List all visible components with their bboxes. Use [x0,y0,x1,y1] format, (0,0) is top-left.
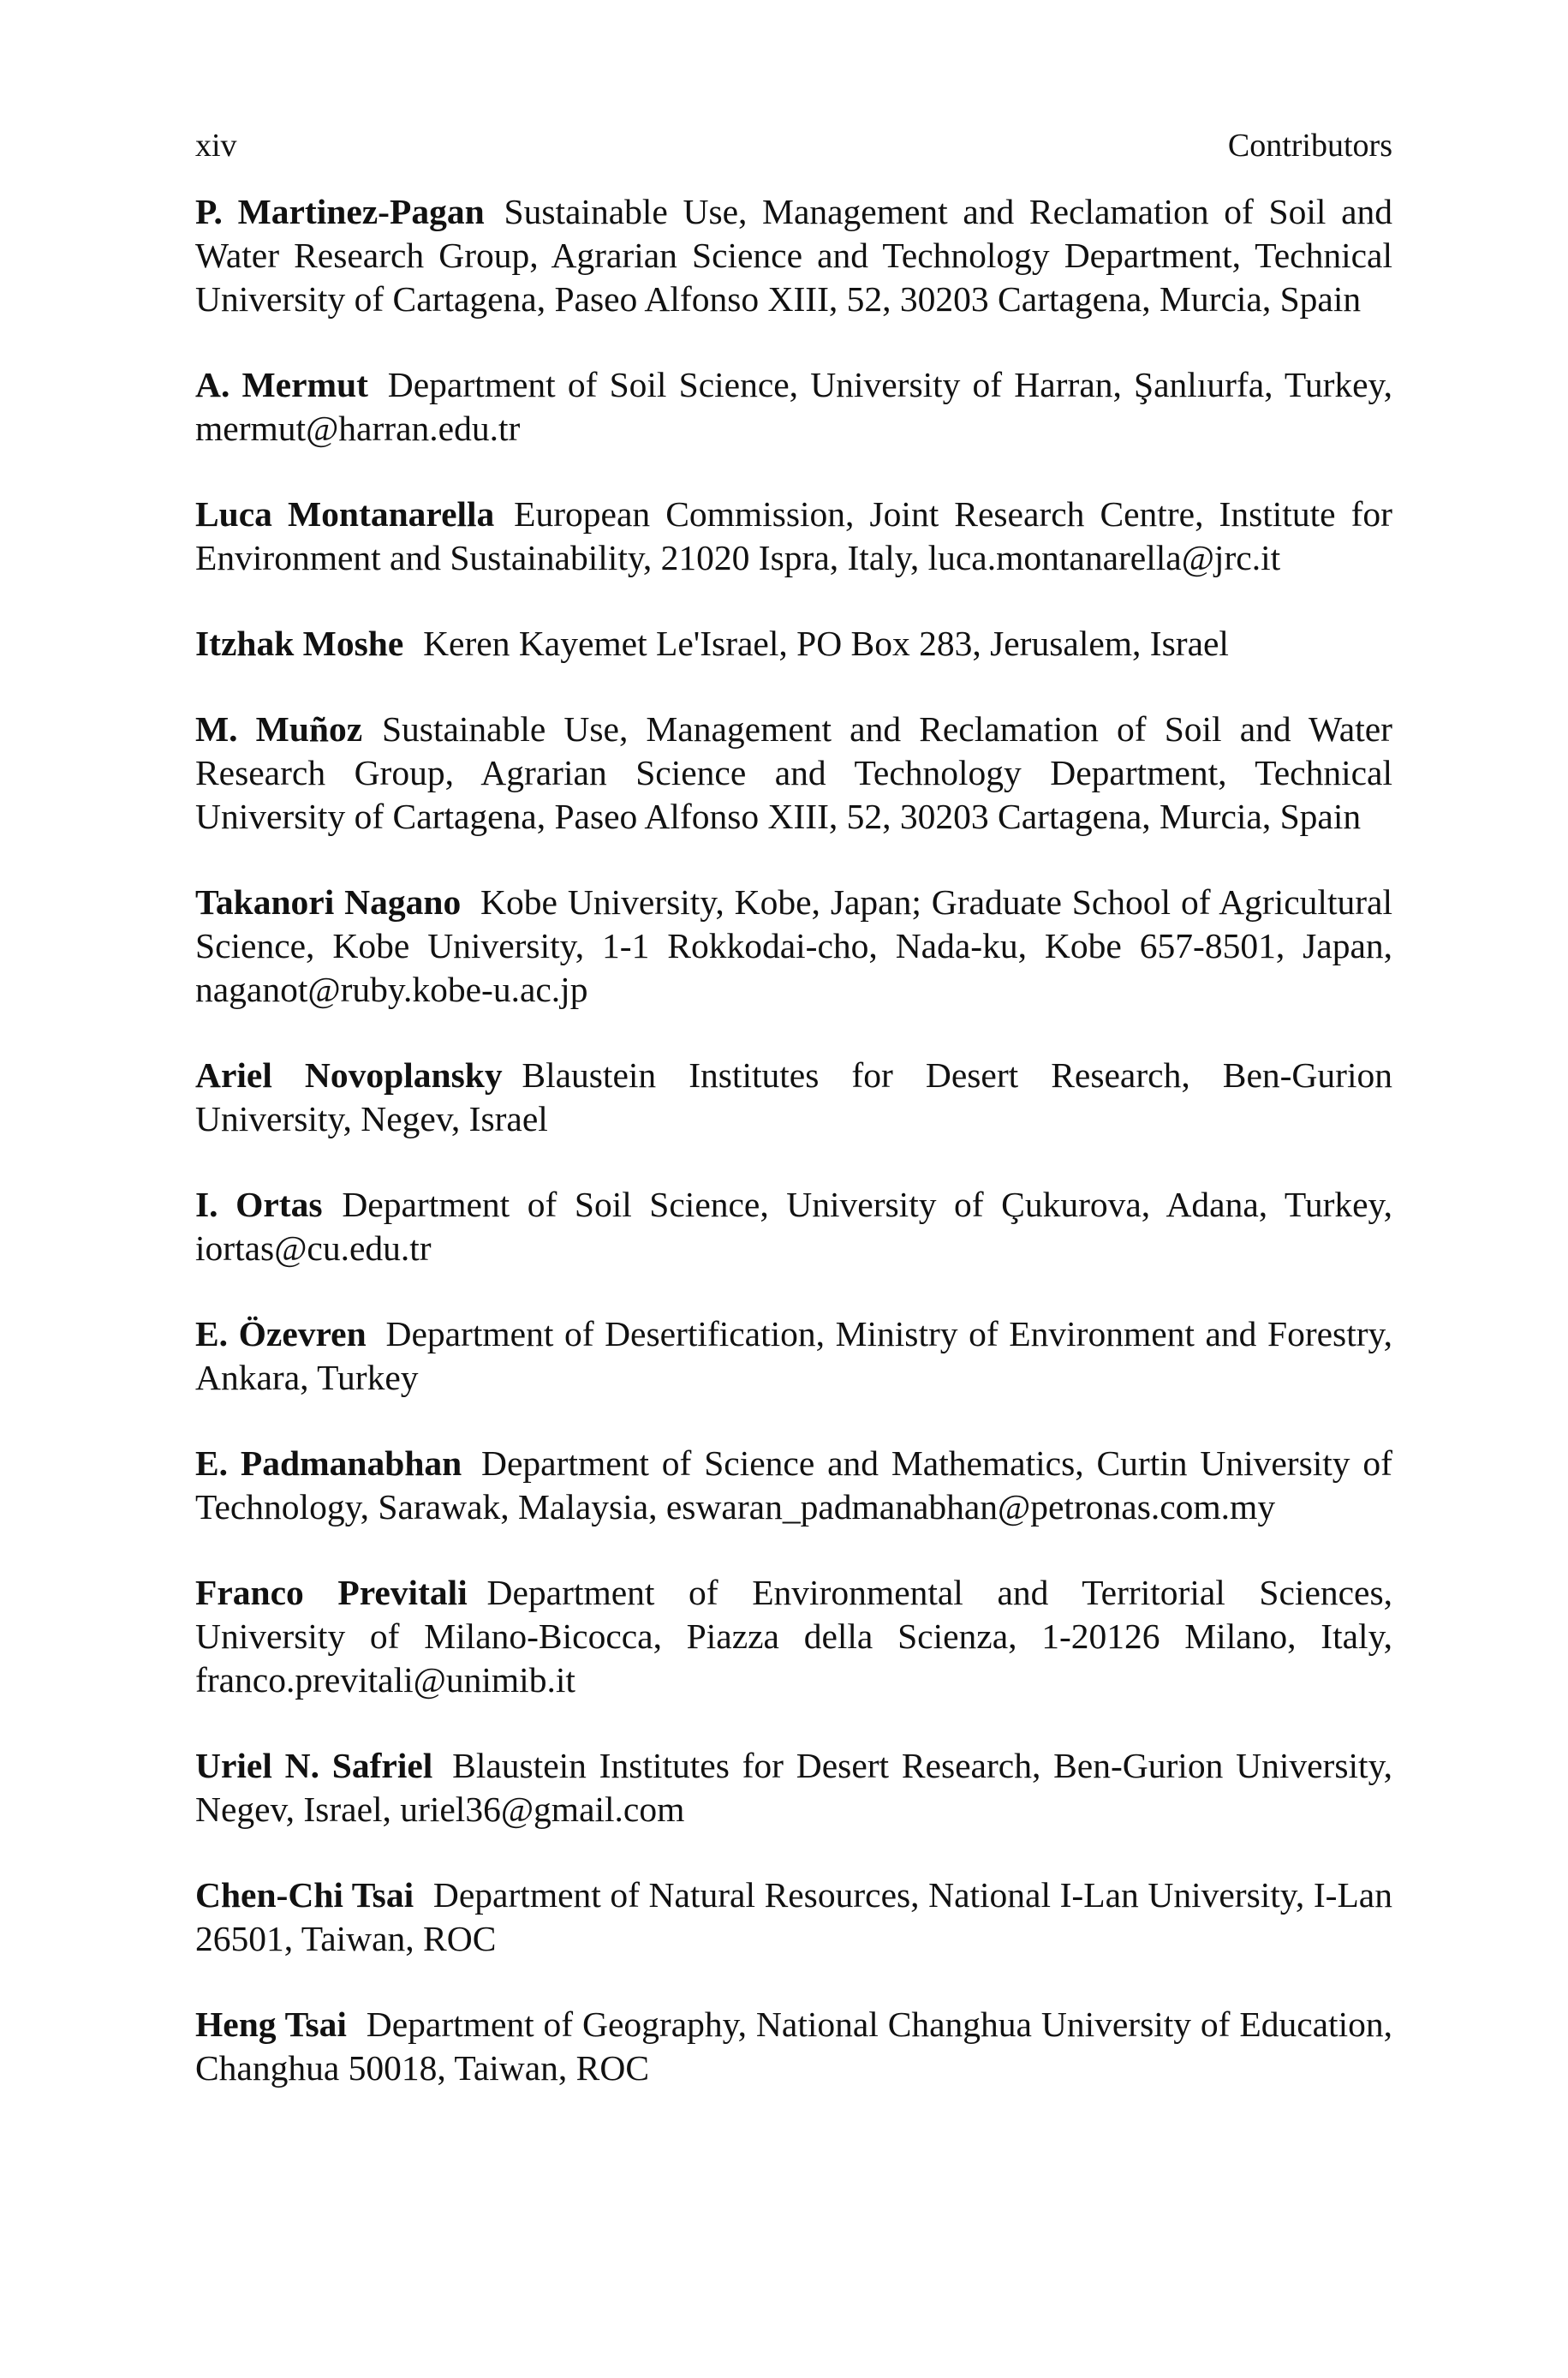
contributor-affiliation: Blaustein Institutes for Desert Research, Ben-Gurion University, Negev, Israel, uriel36@gmail.com [195,1746,1392,1829]
contributor-name: Uriel N. Safriel [195,1746,433,1785]
contributor-affiliation: Kobe University, Kobe, Japan; Graduate School of Agricultural Science, Kobe University, 1-1 Rokkodai-cho, Nada-ku, Kobe 657-8501, Japan, naganot@ruby.kobe-u.ac.jp [195,882,1393,1009]
contributor-name: Franco Previtali [195,1573,468,1612]
section-title: Contributors [1227,128,1392,164]
contributor-entry [195,1442,1392,1529]
running-head [195,120,1392,171]
contributor-name: Heng Tsai [195,2005,347,2044]
contributor-name: Chen-Chi Tsai [195,1875,414,1915]
contributor-name: Takanori Nagano [195,882,462,922]
contributor-affiliation: Department of Natural Resources, National I-Lan University, I-Lan 26501, Taiwan, ROC [195,1875,1392,1958]
contributor-entry [195,708,1392,839]
page-number: xiv [195,128,237,164]
contributor-affiliation: European Commission, Joint Research Centre, Institute for Environment and Sustainability, 21020 Ispra, Italy, luca.montanarella@jrc.it [195,494,1392,577]
contributor-name: Ariel Novoplansky [195,1055,503,1095]
contributor-affiliation: Department of Environmental and Territorial Sciences, University of Milano-Bicocca, Piazza della Scienza, 1-20126 Milano, Italy, franco.previtali@unimib.it [195,1573,1392,1700]
contributor-affiliation: Department of Soil Science, University of Harran, Şanlıurfa, Turkey, mermut@harran.edu.tr [195,365,1392,448]
contributor-entry [195,1744,1392,1831]
contributor-entry [195,881,1392,1012]
contributor-entry [195,1571,1392,1702]
contributor-entry [195,493,1392,580]
contributor-name: I. Ortas [195,1185,323,1224]
contributor-name: Itzhak Moshe [195,624,404,663]
contributor-entry [195,1054,1392,1141]
contributor-affiliation: Sustainable Use, Management and Reclamation of Soil and Water Research Group, Agrarian Science and Technology Department, Technical University of Cartagena, Paseo Alfonso XIII, 52, 30203 Cartagena, Murcia, Spain [195,709,1392,836]
contributor-name: E. Özevren [195,1314,367,1353]
contributor-affiliation: Department of Soil Science, University of Çukurova, Adana, Turkey, iortas@cu.edu.tr [195,1185,1392,1268]
contributor-entry [195,1873,1392,1961]
contributor-affiliation: Department of Science and Mathematics, Curtin University of Technology, Sarawak, Malaysia, eswaran_padmanabhan@petronas.com.my [195,1443,1392,1527]
contributor-name: E. Padmanabhan [195,1443,462,1483]
contributor-affiliation: Sustainable Use, Management and Reclamation of Soil and Water Research Group, Agrarian Science and Technology Department, Technical University of Cartagena, Paseo Alfonso XIII, 52, 30203 Cartagena, Murcia, Spain [195,192,1392,319]
contributor-affiliation: Keren Kayemet Le'Israel, PO Box 283, Jerusalem, Israel [423,624,1229,663]
contributor-affiliation: Blaustein Institutes for Desert Research, Ben-Gurion University, Negev, Israel [195,1055,1393,1138]
contributor-name: A. Mermut [195,365,368,404]
contributor-entry [195,190,1392,321]
contributor-affiliation: Department of Geography, National Changhua University of Education, Changhua 50018, Taiwan, ROC [195,2005,1392,2088]
contributor-entry [195,1183,1392,1270]
contributor-entry [195,363,1392,451]
contributor-affiliation: Department of Desertification, Ministry of Environment and Forestry, Ankara, Turkey [195,1314,1392,1397]
contributor-name: P. Martinez-Pagan [195,192,485,231]
contributors-list [195,190,1392,2090]
book-page [195,120,1392,2132]
contributor-entry [195,2003,1392,2090]
contributor-name: Luca Montanarella [195,494,495,534]
contributor-name: M. Muñoz [195,709,363,749]
contributor-entry [195,1312,1392,1400]
contributor-entry [195,622,1392,666]
